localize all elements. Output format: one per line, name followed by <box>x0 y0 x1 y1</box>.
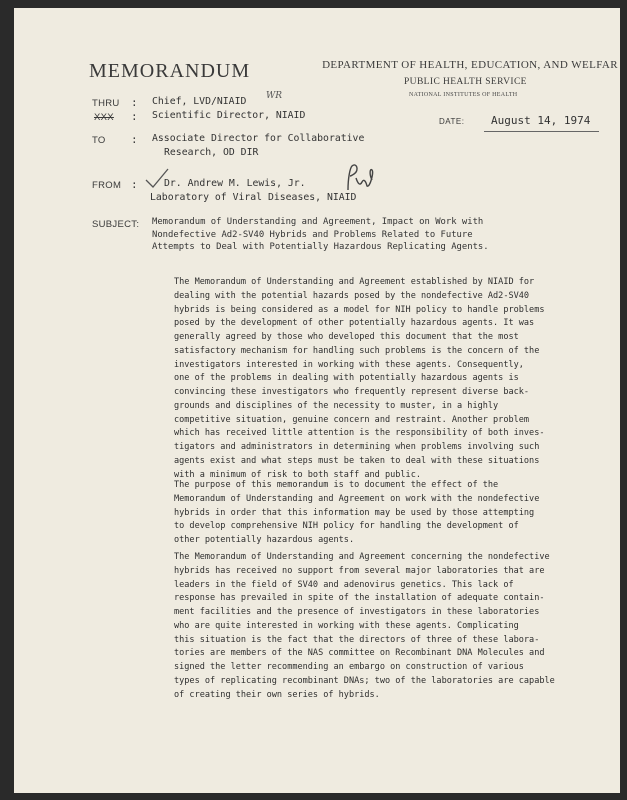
text-line: dealing with the potential hazards posed by the nondefective Ad2-SV40 <box>174 290 530 301</box>
from-label: FROM <box>92 180 122 191</box>
from-colon: : <box>131 178 138 191</box>
text-line: tories are members of the NAS committee on Recombinant DNA Molecules and <box>174 648 545 659</box>
text-line: convincing these investigators who frequently represent diverse back- <box>174 387 530 397</box>
thru-colon: : <box>131 96 138 109</box>
signature-icon <box>342 160 382 198</box>
public-health-service: PUBLIC HEALTH SERVICE <box>404 77 527 87</box>
subject-line: Nondefective Ad2-SV40 Hybrids and Problems Related to Future <box>152 229 473 240</box>
text-line: competitive situation, genuine concern and restraint. Another problem <box>174 414 530 425</box>
text-line: one of the problems in dealing with potentially hazardous agents is <box>174 373 519 384</box>
text-line: posed by the development of other potentially hazardous agents. It was <box>174 318 535 329</box>
paragraph-3 <box>174 551 555 702</box>
xx-colon: : <box>131 110 138 123</box>
text-line: The Memorandum of Understanding and Agreement established by NIAID for <box>174 277 535 287</box>
text-line: response has prevailed in spite of the installation of adequate contain- <box>174 593 545 604</box>
text-line: which has received little attention is the responsibility of both inves- <box>174 428 545 439</box>
department-name: DEPARTMENT OF HEALTH, EDUCATION, AND WELFAR <box>322 59 618 71</box>
text-line: The purpose of this memorandum is to document the effect of the <box>174 480 499 490</box>
text-line: this situation is the fact that the directors of three of these labora- <box>174 634 540 645</box>
from-line-1: Dr. Andrew M. Lewis, Jr. <box>164 178 306 189</box>
text-line: hybrids has received no support from several major laboratories that are <box>174 565 545 576</box>
subject-text <box>152 216 489 254</box>
text-line: other potentially hazardous agents. <box>174 535 355 545</box>
text-line: satisfactory mechanism for handling such problems is the concern of the <box>174 345 540 356</box>
thru-scientific-director: Scientific Director, NIAID <box>152 110 306 121</box>
text-line: generally agreed by those who developed this document that the most <box>174 332 519 342</box>
handwritten-initials: WR <box>266 91 283 101</box>
subject-label: SUBJECT: <box>92 219 140 230</box>
national-institutes-of-health: NATIONAL INSTITUTES OF HEALTH <box>409 92 518 98</box>
subject-line: Memorandum of Understanding and Agreement, Impact on Work with <box>152 217 484 227</box>
text-line: leaders in the field of SV40 and adenovirus genetics. This lack of <box>174 579 514 590</box>
paragraph-2 <box>174 479 539 548</box>
text-line: who are quite interested in working with these agents. Complicating <box>174 620 519 631</box>
memo-title: MEMORANDUM <box>89 60 251 82</box>
text-line: grounds and disciplines of the necessity to muster, in a highly <box>174 400 499 411</box>
text-line: Memorandum of Understanding and Agreement on work with the nondefective <box>174 493 540 504</box>
date-underline <box>484 131 599 132</box>
thru-label: THRU <box>92 98 120 109</box>
text-line: ment facilities and the presence of investigators in these laboratories <box>174 607 540 617</box>
thru-chief: Chief, LVD/NIAID <box>152 96 247 107</box>
text-line: signed the letter recommending an embargo on construction of various <box>174 662 524 672</box>
text-line: tigators and administrators in determining when problems involving such <box>174 442 540 452</box>
text-line: agents exist and what steps must be taken to deal with these situations <box>174 455 540 466</box>
to-label: TO <box>92 135 106 146</box>
text-line: hybrids is being considered as a model for NIH policy to handle problems <box>174 304 545 315</box>
text-line: of creating their own series of hybrids. <box>174 689 380 700</box>
paragraph-1 <box>174 276 545 482</box>
xx-label: XXX <box>94 112 114 123</box>
text-line: with a minimum of risk to both staff and public. <box>174 469 421 480</box>
text-line: investigators interested in working with these agents. Consequently, <box>174 359 524 370</box>
from-line-2: Laboratory of Viral Diseases, NIAID <box>150 192 357 203</box>
date-label: DATE: <box>439 117 465 126</box>
text-line: The Memorandum of Understanding and Agreement concerning the nondefective <box>174 552 550 562</box>
to-colon: : <box>131 133 138 146</box>
subject-line: Attempts to Deal with Potentially Hazardous Replicating Agents. <box>152 242 489 252</box>
memo-page <box>14 8 620 793</box>
text-line: hybrids in order that this information may be used by those attempting <box>174 507 535 518</box>
to-line-2: Research, OD DIR <box>164 147 259 158</box>
to-line-1: Associate Director for Collaborative <box>152 133 365 144</box>
date-value: August 14, 1974 <box>491 114 591 127</box>
text-line: types of replicating recombinant DNAs; two of the laboratories are capable <box>174 675 555 686</box>
text-line: to develop comprehensive NIH policy for handling the development of <box>174 521 519 532</box>
